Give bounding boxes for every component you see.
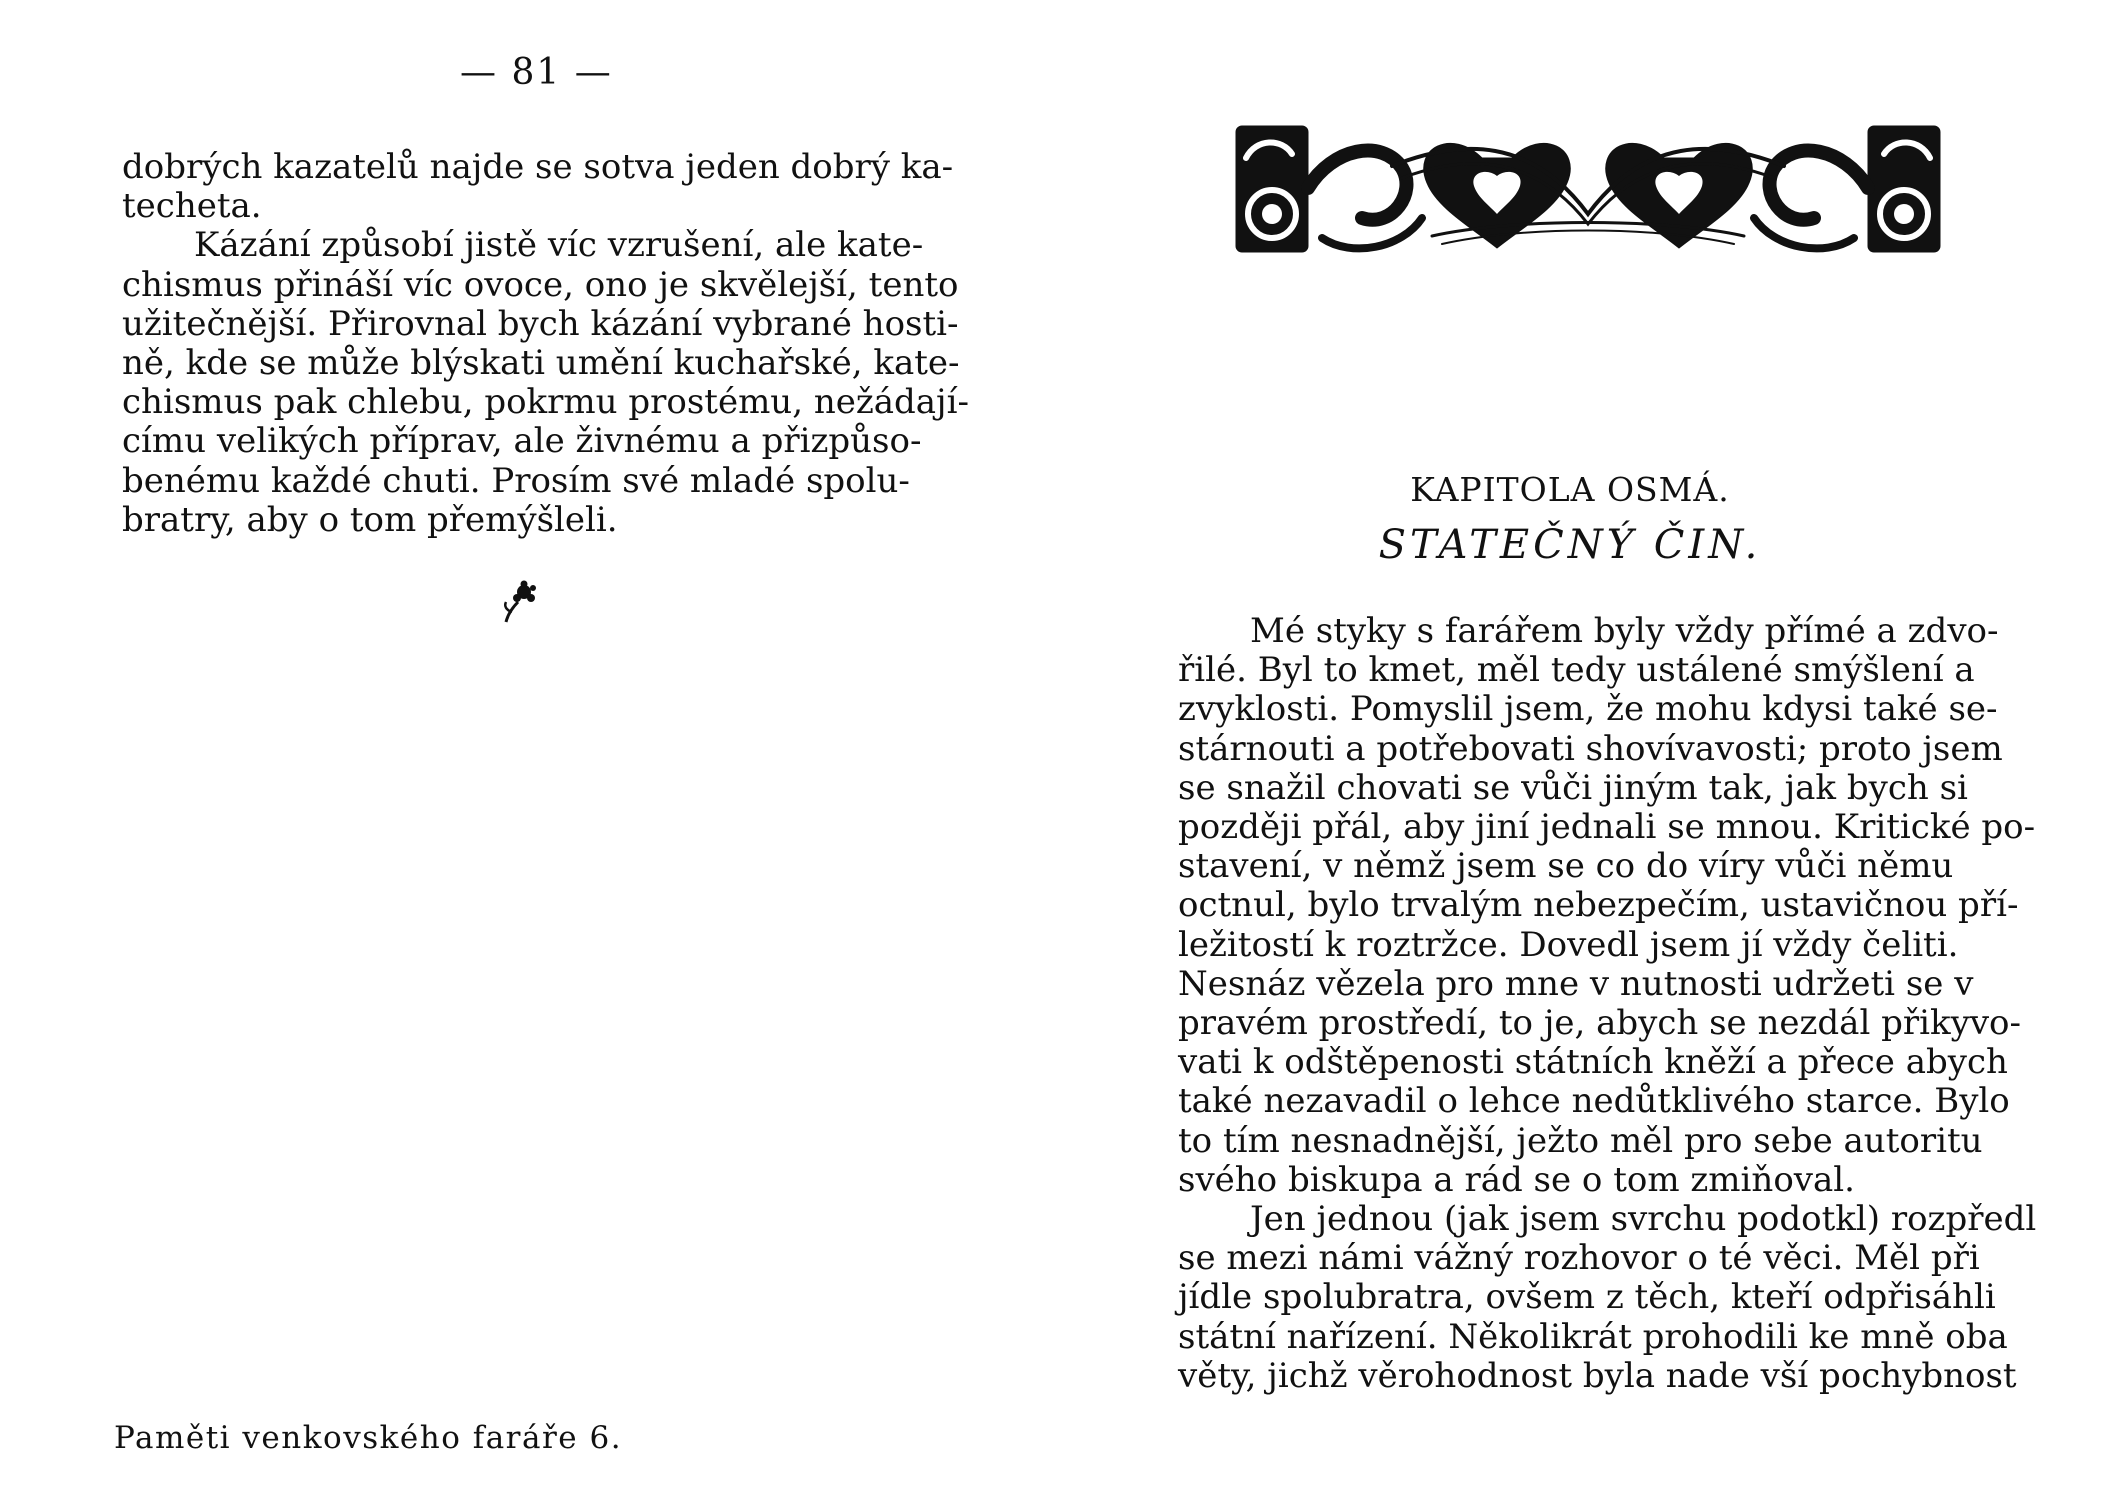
flower-fleuron-icon (498, 578, 544, 624)
text-line: dobrých kazatelů najde se sotva jeden dobrý ka- (122, 147, 954, 187)
text-line: zvyklosti. Pomyslil jsem, že mohu kdysi také se- (1178, 689, 1998, 730)
text-line: stavení, v němž jsem se co do víry vůči němu (1178, 846, 1954, 887)
text-line: bratry, aby o tom přemýšleli. (122, 499, 618, 540)
text-line: svého biskupa a rád se o tom zmiňoval. (1178, 1159, 1855, 1200)
text-line: pravém prostředí, to je, abych se nezdál přikyvo- (1178, 1003, 2021, 1044)
text-line: se mezi námi vážný rozhovor o té věci. Měl při (1178, 1238, 1980, 1279)
text-line: ně, kde se může blýskati umění kuchařské, kate- (122, 343, 960, 384)
text-line: chismus pak chlebu, pokrmu prostému, nežádají- (122, 382, 969, 423)
text-line: státní nařízení. Několikrát prohodili ke mně oba (1178, 1316, 2008, 1357)
text-line: octnul, bylo trvalým nebezpečím, ustavičnou pří- (1178, 885, 2019, 926)
art-nouveau-heart-ornament (1232, 118, 1944, 260)
text-line: címu velikých příprav, ale živnému a přizpůso- (122, 421, 922, 462)
right-page-text (1178, 611, 2037, 1396)
text-line: později přál, aby jiní jednali se mnou. Kritické po- (1178, 807, 2036, 848)
text-line: Mé styky s farářem byly vždy přímé a zdvo- (1250, 611, 1999, 651)
text-line: Nesnáz vězela pro mne v nutnosti udržeti se v (1178, 963, 1974, 1004)
text-line: řilé. Byl to kmet, měl tedy ustálené smýšlení a (1178, 650, 1975, 691)
text-line: také nezavadil o lehce nedůtklivého starce. Bylo (1178, 1081, 2010, 1122)
chapter-title: STATEČNÝ ČIN. (1378, 522, 1762, 568)
page-number: — 81 — (460, 52, 613, 93)
text-line: se snažil chovati se vůči jiným tak, jak bych si (1178, 767, 1968, 808)
text-line: chismus přináší víc ovoce, ono je skvělejší, tento (122, 264, 959, 305)
text-line: techeta. (122, 186, 262, 227)
chapter-number: KAPITOLA OSMÁ. (1410, 470, 1730, 509)
text-line: užitečnější. Přirovnal bych kázání vybrané hosti- (122, 303, 959, 344)
text-line: stárnouti a potřebovati shovívavosti; proto jsem (1178, 728, 2003, 769)
text-line: Jen jednou (jak jsem svrchu podotkl) rozpředl (1250, 1199, 2037, 1240)
text-line: věty, jichž věrohodnost byla nade vší pochybnost (1178, 1355, 2017, 1396)
text-line: jídle spolubratra, ovšem z těch, kteří odpřisáhli (1178, 1277, 1996, 1318)
text-line: to tím nesnadnější, ježto měl pro sebe autoritu (1178, 1120, 1983, 1161)
text-line: Kázání způsobí jistě víc vzrušení, ale kate- (194, 225, 924, 266)
left-page-text (122, 147, 969, 540)
text-line: vati k odštěpenosti státních kněží a přece abych (1178, 1042, 2008, 1083)
text-line: benému každé chuti. Prosím své mladé spolu- (122, 460, 910, 501)
text-line: ležitostí k roztržce. Dovedl jsem jí vždy čeliti. (1178, 924, 1959, 965)
footer-signature: Paměti venkovského faráře 6. (114, 1420, 623, 1456)
